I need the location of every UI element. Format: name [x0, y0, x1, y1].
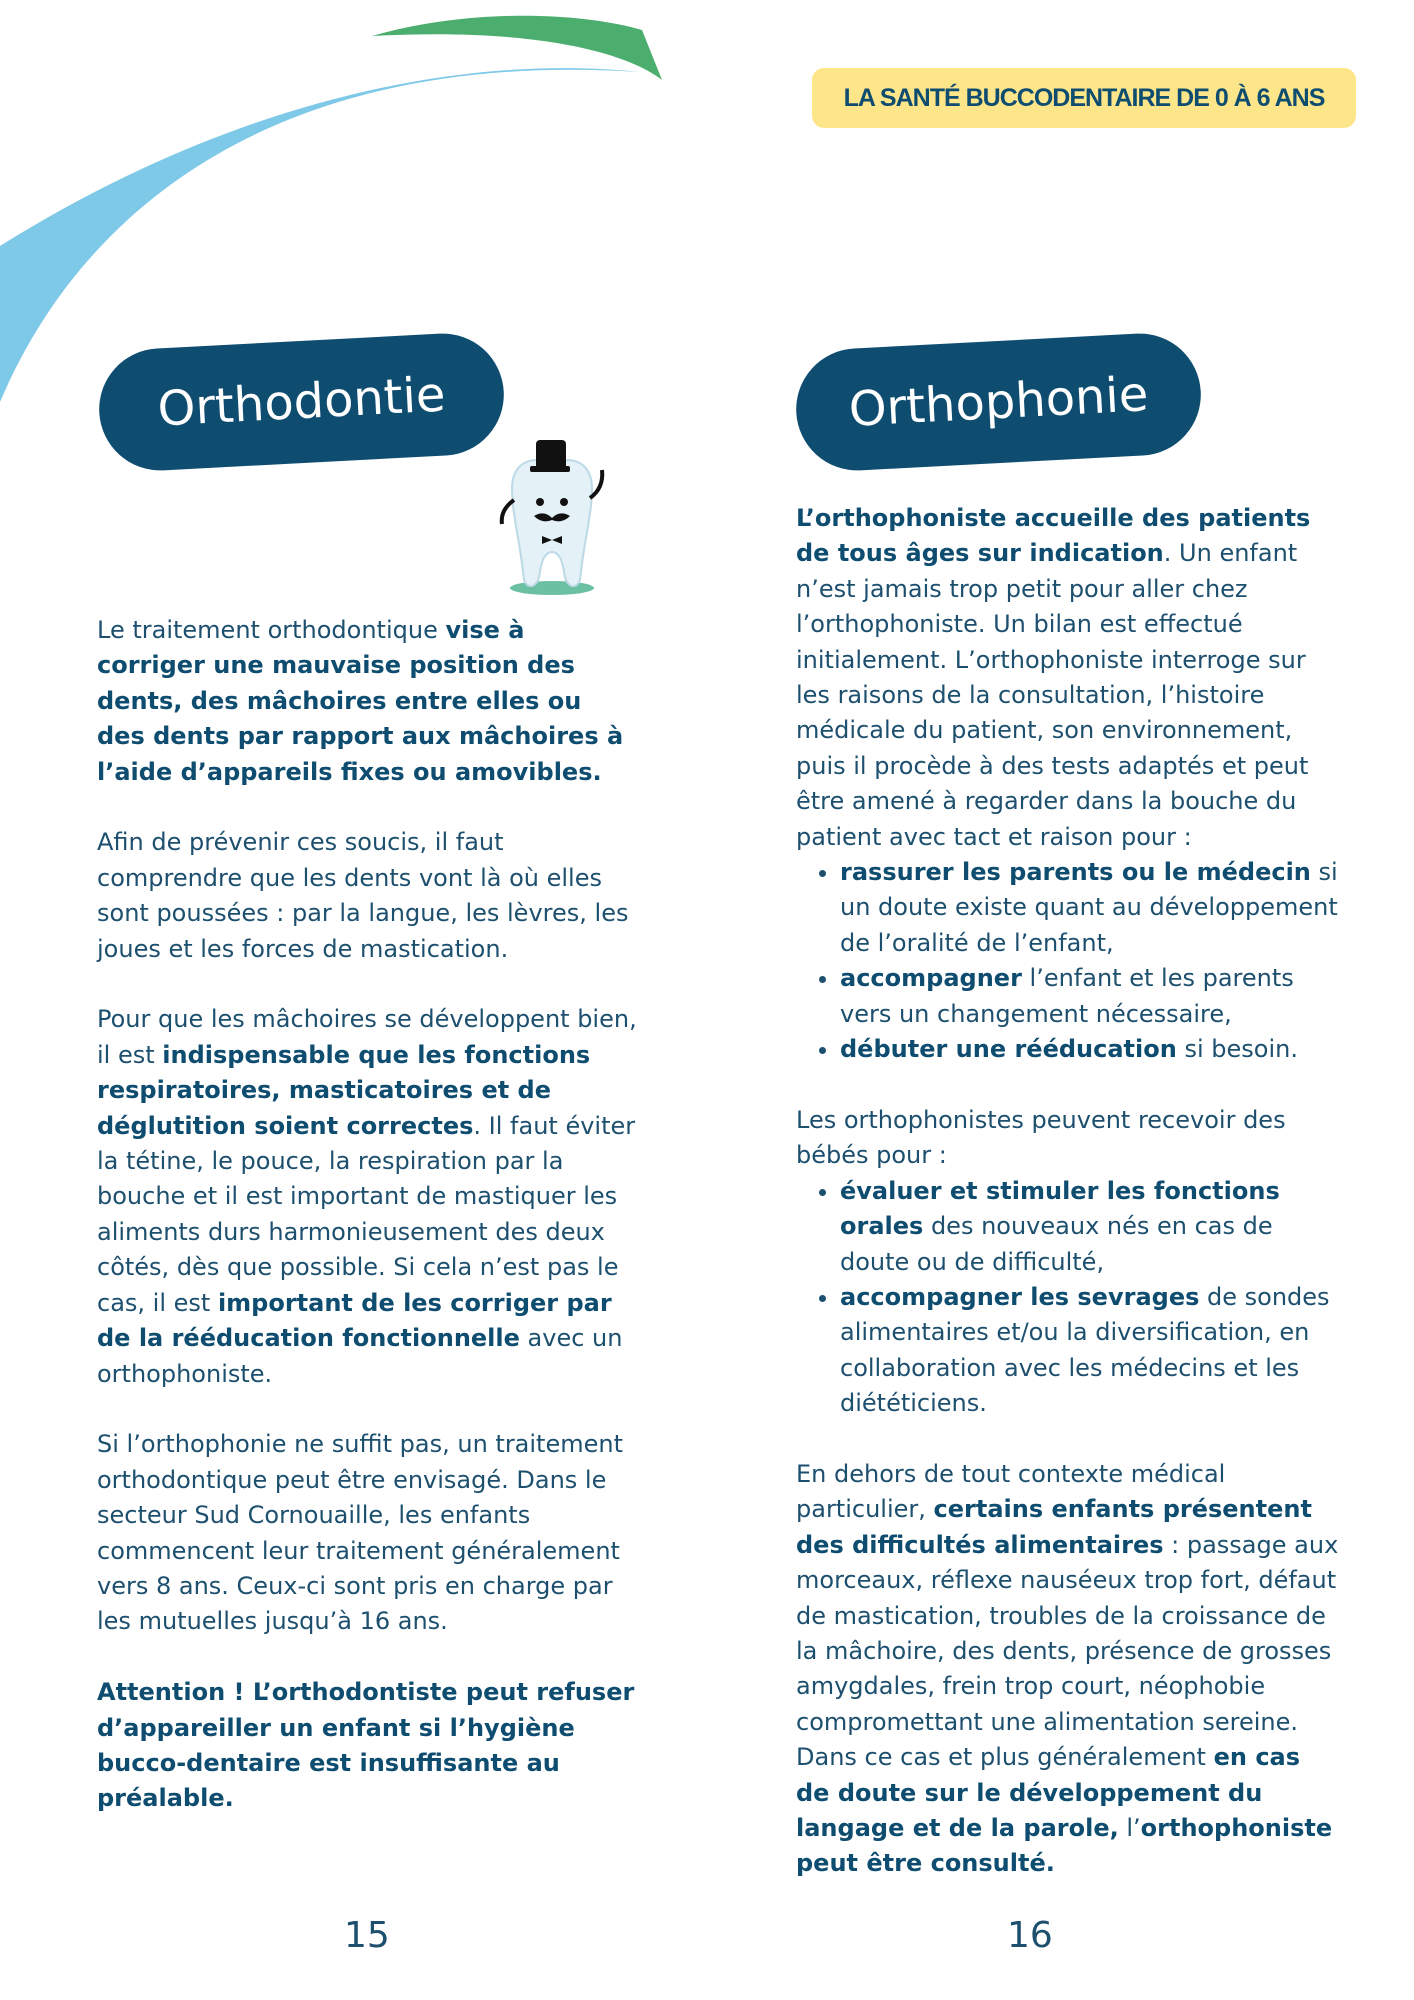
- column-orthophonie: [796, 501, 1341, 1917]
- list-item: • accompagner l’enfant et les parents vers un changement nécessaire,: [840, 961, 1341, 1032]
- paragraph: Pour que les mâchoires se développent bien, il est indispensable que les fonctions respiratoires, masticatoires et de déglutition soient correctes. Il faut éviter la tétine, le pouce, la respiration par la bouche et il est important de mastiquer les aliments durs harmonieusement des deux côtés, dès que possible. Si cela n’est pas le cas, il est important de les corriger par de la rééducation fonctionnelle avec un orthophoniste.: [97, 1005, 637, 1388]
- page-number: 16: [1007, 1915, 1053, 1956]
- section-title-orthodontie: [96, 330, 507, 473]
- list-item: • accompagner les sevrages de sondes alimentaires et/ou la diversification, en collaboration avec les médecins et les diététiciens.: [840, 1280, 1341, 1422]
- paragraph: Si l’orthophonie ne suffit pas, un traitement orthodontique peut être envisagé. Dans le secteur Sud Cornouaille, les enfants commencent leur traitement généralement vers 8 ans. Ceux-ci sont pris en charge par les mutuelles jusqu’à 16 ans.: [97, 1430, 623, 1636]
- column-orthodontie: [97, 613, 637, 1852]
- tooth-mascot-icon: [492, 440, 642, 600]
- list-item: • rassurer les parents ou le médecin si un doute existe quant au développement de l’oralité de l’enfant,: [840, 855, 1341, 961]
- paragraph: Afin de prévenir ces soucis, il faut comprendre que les dents vont là où elles sont poussées : par la langue, les lèvres, les joues et les forces de mastication.: [97, 828, 629, 963]
- list-item: • débuter une rééducation si besoin.: [840, 1032, 1341, 1067]
- warning-paragraph: Attention ! L’orthodontiste peut refuser d’appareiller un enfant si l’hygiène bucco-dentaire est insuffisante au préalable.: [97, 1678, 635, 1813]
- paragraph: Les orthophonistes peuvent recevoir des bébés pour :: [796, 1105, 1286, 1170]
- header-badge: LA SANTÉ BUCCODENTAIRE DE 0 À 6 ANS: [812, 68, 1356, 128]
- bullet-list: [796, 1174, 1341, 1422]
- section-title-text: Orthophonie: [847, 366, 1150, 438]
- paragraph: En dehors de tout contexte médical particulier, certains enfants présentent des difficultés alimentaires : passage aux morceaux, réflexe nauséeux trop fort, défaut de mastication, troubles de la croissance de la mâchoire, des dents, présence de grosses amygdales, frein trop court, néophobie compromettant une alimentation sereine. Dans ce cas et plus généralement en cas de doute sur le développement du langage et de la parole, l’orthophoniste peut être consulté.: [796, 1459, 1339, 1878]
- section-title-orthophonie: [793, 330, 1204, 473]
- paragraph: L’orthophoniste accueille des patients de tous âges sur indication. Un enfant n’est jamais trop petit pour aller chez l’orthophoniste. Un bilan est effectué initialement. L’orthophoniste interroge sur les raisons de la consultation, l’histoire médicale du patient, son environnement, puis il procède à des tests adaptés et peut être amené à regarder dans la bouche du patient avec tact et raison pour :: [796, 504, 1311, 851]
- page-number: 15: [344, 1915, 390, 1956]
- list-item: • évaluer et stimuler les fonctions orales des nouveaux nés en cas de doute ou de difficulté,: [840, 1174, 1341, 1280]
- bullet-list: [796, 855, 1341, 1067]
- section-title-text: Orthodontie: [156, 366, 447, 438]
- paragraph: Le traitement orthodontique vise à corriger une mauvaise position des dents, des mâchoires entre elles ou des dents par rapport aux mâchoires à l’aide d’appareils fixes ou amovibles.: [97, 616, 624, 786]
